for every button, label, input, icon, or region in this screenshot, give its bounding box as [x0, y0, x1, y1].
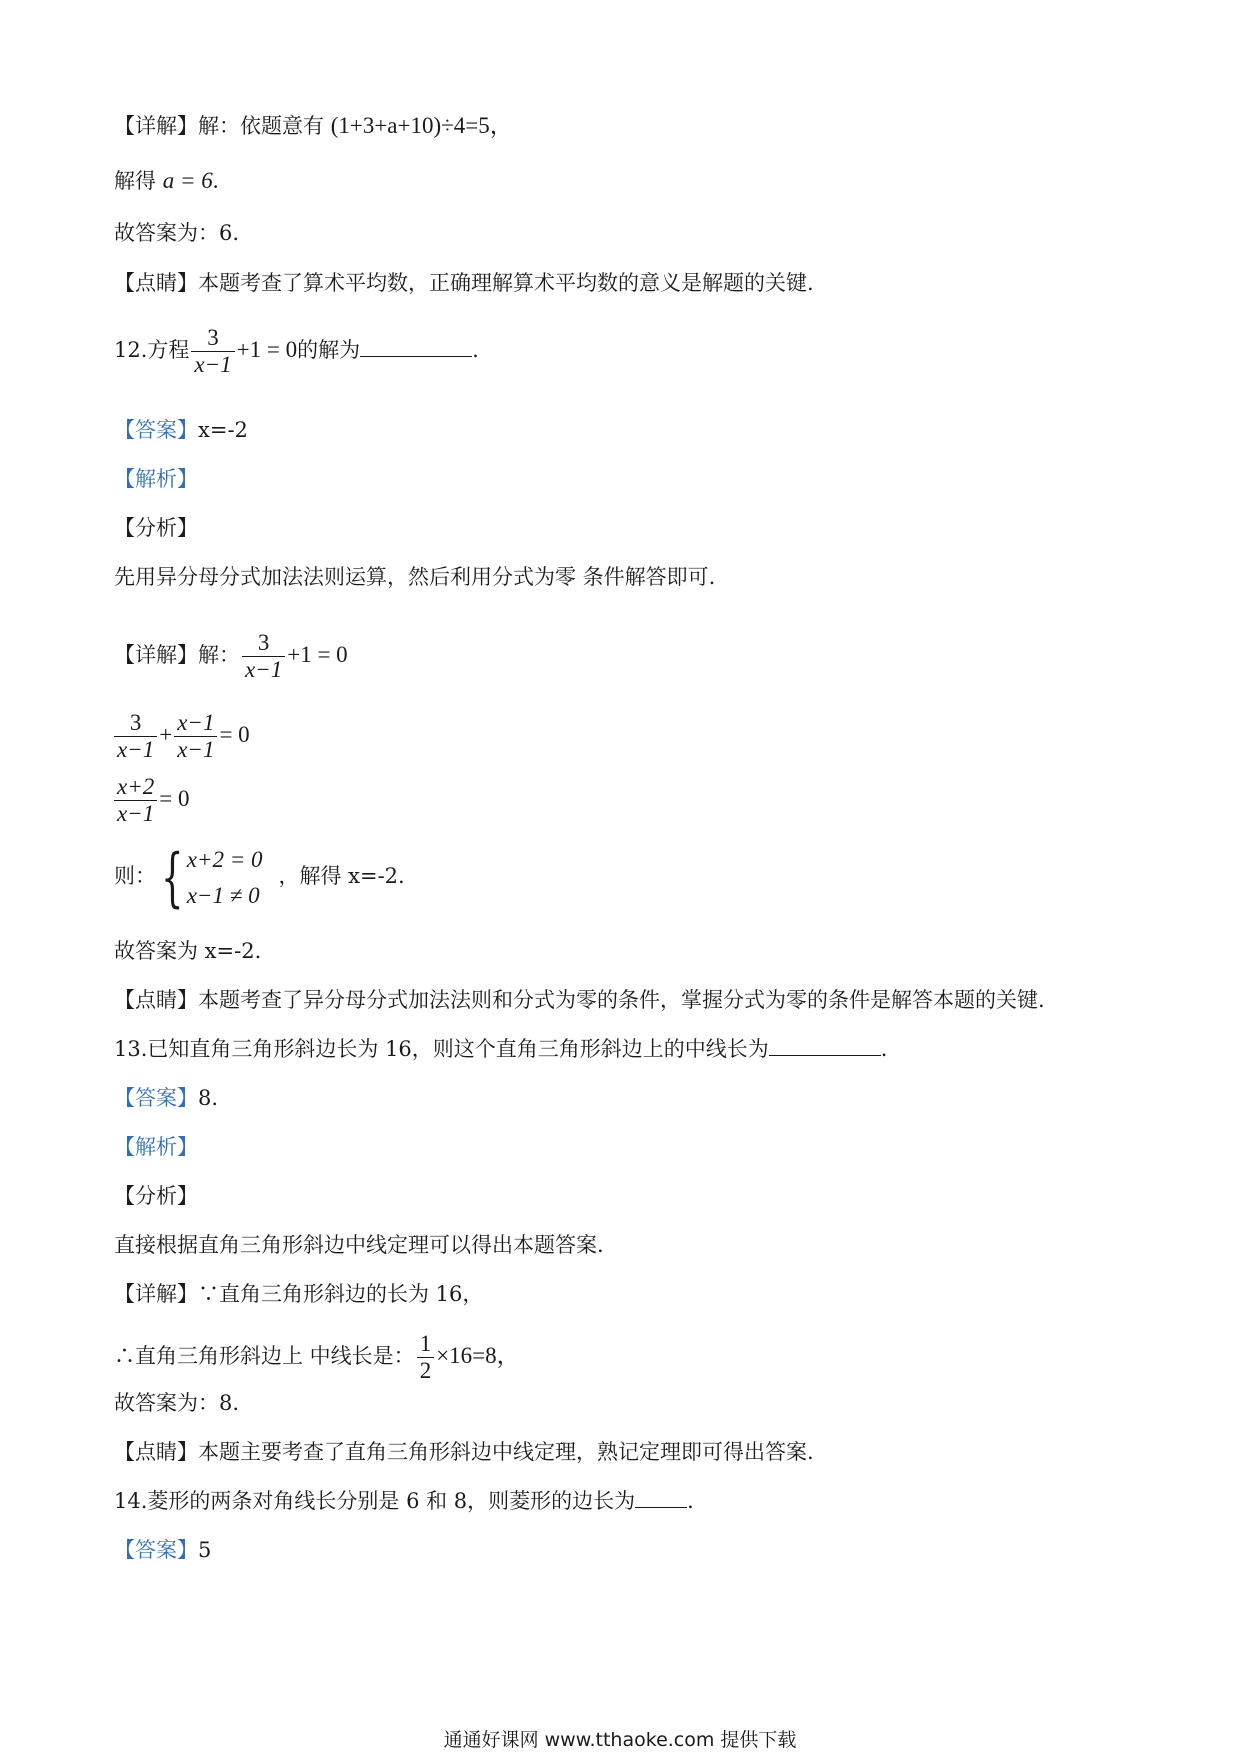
- answer-label: 【答案】: [114, 418, 198, 442]
- comment-text: 本题考查了异分母分式加法法则和分式为零的条件，掌握分式为零的条件是解答本题的关键.: [198, 988, 1045, 1012]
- q12-step3: [114, 774, 189, 827]
- comment-label: 【点睛】: [114, 1440, 198, 1464]
- answer-label: 【答案】: [114, 1538, 198, 1562]
- step1-fraction: [242, 630, 285, 683]
- plus-sign: +: [159, 722, 173, 747]
- left-brace: {: [161, 840, 184, 915]
- step2-fraction-a: [114, 710, 157, 763]
- step3-tail: = 0: [159, 786, 190, 811]
- q12-answer-line: [114, 415, 248, 445]
- q12-equation-tail: +1 = 0: [236, 337, 298, 362]
- prev-detail-line: [114, 111, 513, 141]
- comment-text: 本题主要考查了直角三角形斜边中线定理，熟记定理即可得出答案.: [198, 1440, 814, 1464]
- frac-denominator: x−1: [114, 736, 157, 763]
- comment-text: 本题考查了算术平均数，正确理解算术平均数的意义是解题的关键.: [198, 271, 814, 295]
- frac-denominator: x−1: [242, 656, 285, 683]
- comment-label: 【点睛】: [114, 271, 198, 295]
- q12-suffix: 的解为: [297, 338, 361, 362]
- q12-detail-line: [114, 630, 348, 683]
- detail-label: 【详解】: [114, 643, 198, 667]
- solve-prefix: 解得: [114, 169, 156, 193]
- frac-denominator: x−1: [191, 351, 234, 378]
- q14-end: .: [687, 1489, 694, 1513]
- q14-question: [114, 1486, 694, 1516]
- equation-system: [187, 842, 263, 914]
- frac-numerator: 3: [257, 630, 270, 655]
- page-footer: 通通好课网 www.tthaoke.com 提供下载: [443, 1729, 797, 1751]
- answer-blank: [360, 338, 472, 357]
- q12-question: [114, 325, 479, 378]
- detail-text: 解：: [198, 643, 240, 667]
- calc-tail: ×16=8，: [436, 1343, 520, 1368]
- answer-blank: [635, 1489, 687, 1508]
- q14-answer-line: [114, 1535, 211, 1565]
- step2-fraction-b: [174, 710, 217, 763]
- step1-tail: +1 = 0: [287, 642, 348, 667]
- q13-question: [114, 1034, 887, 1064]
- q13-detail-line: [114, 1279, 483, 1309]
- detail-expression: (1+3+a+10)÷4=5，: [330, 113, 513, 138]
- answer-value: 5: [198, 1538, 212, 1562]
- then-label: 则：: [114, 864, 156, 888]
- q12-prefix: 12.方程: [114, 338, 190, 362]
- q13-text: 13.已知直角三角形斜边长为 16，则这个直角三角形斜边上的中线长为: [114, 1037, 769, 1061]
- frac-numerator: x−1: [177, 710, 215, 735]
- half-fraction: [417, 1331, 435, 1384]
- q12-end: .: [472, 338, 479, 362]
- q12-comment-line: [114, 985, 1045, 1015]
- answer-label: 【答案】: [114, 1086, 198, 1110]
- q13-answer-conclusion: 故答案为：8.: [114, 1391, 240, 1415]
- solve-end: .: [212, 168, 219, 193]
- frac-denominator: 2: [417, 1357, 435, 1384]
- answer-value: x=-2: [198, 418, 248, 442]
- system-line-1: x+2 = 0: [186, 846, 263, 872]
- step3-fraction: [114, 774, 157, 827]
- detail-label: 【详解】: [114, 1282, 198, 1306]
- step2-tail: = 0: [219, 722, 250, 747]
- detail-text: 解：依题意有: [198, 114, 324, 138]
- therefore-text: ∴直角三角形斜边上 中线长是：: [114, 1344, 415, 1368]
- prev-comment-line: [114, 268, 814, 298]
- q13-answer-line: [114, 1083, 218, 1113]
- comment-label: 【点睛】: [114, 988, 198, 1012]
- q13-comment-line: [114, 1437, 814, 1467]
- detail-label: 【详解】: [114, 114, 198, 138]
- q12-system-line: [114, 838, 405, 914]
- solve-expression: a = 6: [162, 168, 213, 193]
- prev-answer-line: 故答案为：6.: [114, 221, 240, 245]
- q13-end: .: [880, 1037, 888, 1061]
- answer-blank: [769, 1037, 881, 1056]
- q13-calc-line: [114, 1331, 520, 1384]
- q14-text: 14.菱形的两条对角线长分别是 6 和 8，则菱形的边长为: [114, 1489, 636, 1513]
- q13-analysis-label: 【解析】: [114, 1135, 198, 1159]
- q13-fenxi-label: 【分析】: [114, 1184, 198, 1208]
- q12-fenxi-text: 先用异分母分式加法法则运算，然后利用分式为零 条件解答即可.: [114, 565, 716, 589]
- q12-answer-conclusion: 故答案为 x=-2.: [114, 939, 262, 963]
- q12-analysis-label: 【解析】: [114, 467, 198, 491]
- detail-text: ∵直角三角形斜边的长为 16，: [198, 1282, 484, 1306]
- frac-denominator: x−1: [174, 736, 217, 763]
- frac-denominator: x−1: [114, 800, 157, 827]
- q12-step2: [114, 710, 250, 763]
- answer-value: 8.: [198, 1086, 219, 1110]
- system-line-2: x−1 ≠ 0: [186, 882, 260, 908]
- prev-solve-line: [114, 166, 218, 196]
- solve-text: ，解得 x=-2.: [278, 864, 405, 888]
- frac-numerator: 1: [419, 1331, 432, 1356]
- q12-fenxi-label: 【分析】: [114, 516, 198, 540]
- q13-fenxi-text: 直接根据直角三角形斜边中线定理可以得出本题答案.: [114, 1233, 604, 1257]
- q12-fraction: [191, 325, 234, 378]
- frac-numerator: 3: [129, 710, 142, 735]
- frac-numerator: 3: [207, 325, 219, 350]
- frac-numerator: x+2: [117, 774, 155, 799]
